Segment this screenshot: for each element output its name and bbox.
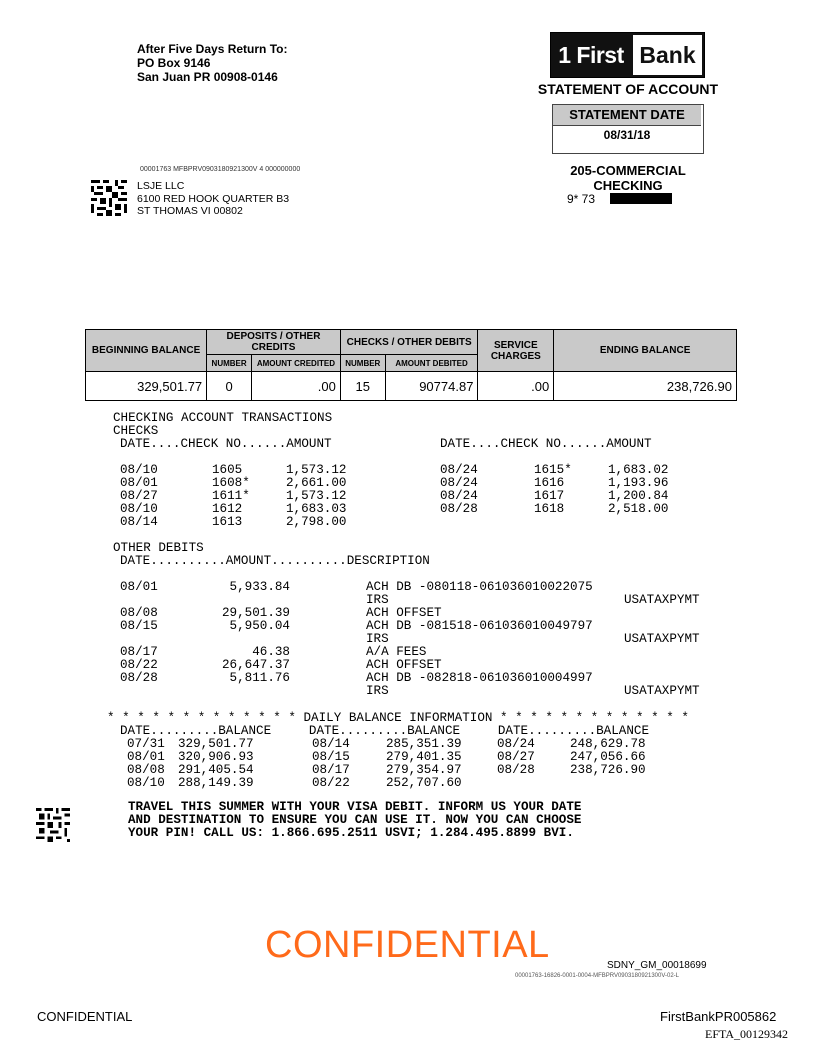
check-amount: 2,798.00 [286,515,347,529]
daily-balance: 238,726.90 [570,763,646,777]
debit-date: 08/22 [120,658,158,672]
deposits-number-value: 0 [207,372,252,401]
check-amount: 1,573.12 [286,489,347,503]
return-address-line: PO Box 9146 [137,56,211,70]
return-address-line: San Juan PR 00908-0146 [137,70,278,84]
check-number: 1618 [534,502,565,516]
check-amount: 1,193.96 [608,476,669,490]
header-checks: CHECKS / OTHER DEBITS [340,330,478,355]
daily-balance: 252,707.60 [386,776,462,790]
daily-balance: 279,401.35 [386,750,462,764]
sdny-small-text: 00001763-16826-0001-0004-MFBPRV0903180921300V-02-L [515,973,680,979]
debit-description: ACH OFFSET [366,658,442,672]
logo-bank: Bank [631,33,704,77]
account-number: 9* 73 [567,192,596,206]
daily-balance: 279,354.97 [386,763,462,777]
logo-first: 1 First [551,33,631,77]
daily-date: 07/31 [127,737,165,751]
check-number: 1612 [212,502,243,516]
check-number: 1615* [534,463,572,477]
efta-number: EFTA_00129342 [705,1027,789,1041]
check-date: 08/10 [120,463,158,477]
daily-balance: 320,906.93 [178,750,254,764]
daily-balance-title: * * * * * * * * * * * * * DAILY BALANCE INFORMATION * * * * * * * * * * * * * [107,711,689,725]
check-amount: 2,518.00 [608,502,669,516]
check-date: 08/24 [440,463,478,477]
account-type: 205-COMMERCIAL CHECKING [570,163,686,193]
beginning-balance-value: 329,501.77 [86,372,207,401]
check-number: 1617 [534,489,565,503]
header-deposits-number: NUMBER [207,355,252,372]
bates-number: FirstBankPR005862 [660,1009,777,1024]
debit-tag: USATAXPYMT [624,593,700,607]
address-street: 6100 RED HOOK QUARTER B3 [137,192,290,205]
debit-description: A/A FEES [366,645,427,659]
debit-date: 08/01 [120,580,158,594]
debit-date: 08/28 [120,671,158,685]
header-amount-credited: AMOUNT CREDITED [252,355,341,372]
daily-date: 08/17 [312,763,350,777]
debit-description: ACH OFFSET [366,606,442,620]
address-city: ST THOMAS VI 00802 [137,205,243,217]
statement-date: 08/31/18 [603,128,651,142]
check-date: 08/01 [120,476,158,490]
transactions-title: CHECKING ACCOUNT TRANSACTIONS [113,411,333,425]
debit-payee: IRS [366,593,389,607]
debit-description: ACH DB -081518-061036010049797 [366,619,593,633]
debit-description: ACH DB -080118-061036010022075 [366,580,593,594]
debit-amount: 5,950.04 [229,619,290,633]
debit-amount: 46.38 [252,645,290,659]
qr-code-icon [91,180,127,216]
daily-balance: 291,405.54 [178,763,254,777]
check-date: 08/10 [120,502,158,516]
daily-balance-header: DATE.........BALANCE DATE.........BALANCE DATE.........BALANCE [120,724,650,738]
debit-date: 08/15 [120,619,158,633]
debit-amount: 5,811.76 [229,671,290,685]
debit-payee: IRS [366,684,389,698]
checks-header-left: DATE....CHECK NO......AMOUNT [120,437,332,451]
header-ending-balance: ENDING BALANCE [554,330,737,372]
check-date: 08/28 [440,502,478,516]
qr-code-icon [36,808,70,842]
sdny-label: SDNY_GM_00018699 [607,960,707,971]
daily-date: 08/15 [312,750,350,764]
check-date: 08/24 [440,489,478,503]
promo-line: TRAVEL THIS SUMMER WITH YOUR VISA DEBIT. INFORM US YOUR DATE [128,800,582,814]
check-date: 08/24 [440,476,478,490]
barcode-text: 00001763 MFBPRV0903180921300V 4 000000000 [140,166,301,173]
account-summary-table [85,329,737,401]
debit-payee: IRS [366,632,389,646]
daily-date: 08/24 [497,737,535,751]
other-debits-header: DATE..........AMOUNT..........DESCRIPTION [120,554,430,568]
return-address [137,42,287,84]
service-charges-value: .00 [478,372,554,401]
daily-date: 08/14 [312,737,350,751]
daily-balance: 285,351.39 [386,737,462,751]
check-number: 1611* [212,489,250,503]
firstbank-logo [550,32,705,78]
customer-name: LSJE LLC [137,180,185,192]
debit-amount: 5,933.84 [229,580,290,594]
check-date: 08/27 [120,489,158,503]
daily-balance: 288,149.39 [178,776,254,790]
daily-date: 08/01 [127,750,165,764]
checks-amount-value: 90774.87 [385,372,478,401]
check-amount: 1,683.02 [608,463,669,477]
daily-balance: 329,501.77 [178,737,254,751]
check-number: 1616 [534,476,565,490]
check-amount: 1,573.12 [286,463,347,477]
statement-title: STATEMENT OF ACCOUNT [537,81,719,97]
check-amount: 1,683.03 [286,502,347,516]
check-amount: 1,200.84 [608,489,669,503]
statement-date-label: STATEMENT DATE [553,105,701,126]
promo-line: YOUR PIN! CALL US: 1.866.695.2511 USVI; 1.284.495.8899 BVI. [128,826,574,840]
mailing-address [137,180,289,218]
debit-tag: USATAXPYMT [624,632,700,646]
other-debits-title: OTHER DEBITS [113,541,204,555]
daily-date: 08/27 [497,750,535,764]
return-address-line: After Five Days Return To: [137,42,288,56]
daily-date: 08/08 [127,763,165,777]
daily-date: 08/28 [497,763,535,777]
header-service-charges: SERVICE CHARGES [478,330,554,372]
check-date: 08/14 [120,515,158,529]
daily-date: 08/22 [312,776,350,790]
redaction-bar [610,193,672,204]
ending-balance-value: 238,726.90 [554,372,737,401]
header-beginning-balance: BEGINNING BALANCE [86,330,207,372]
daily-date: 08/10 [127,776,165,790]
daily-balance: 248,629.78 [570,737,646,751]
checks-title: CHECKS [113,424,159,438]
daily-balance: 247,056.66 [570,750,646,764]
deposits-amount-value: .00 [252,372,341,401]
header-checks-number: NUMBER [340,355,385,372]
confidential-stamp: CONFIDENTIAL [265,924,550,966]
promo-line: AND DESTINATION TO ENSURE YOU CAN USE IT. NOW YOU CAN CHOOSE [128,813,582,827]
confidential-label: CONFIDENTIAL [37,1009,133,1024]
debit-date: 08/17 [120,645,158,659]
header-deposits: DEPOSITS / OTHER CREDITS [207,330,341,355]
check-amount: 2,661.00 [286,476,347,490]
debit-amount: 26,647.37 [221,658,290,672]
check-number: 1608* [212,476,250,490]
checks-header-right: DATE....CHECK NO......AMOUNT [440,437,652,451]
debit-description: ACH DB -082818-061036010004997 [366,671,593,685]
header-amount-debited: AMOUNT DEBITED [385,355,478,372]
debit-tag: USATAXPYMT [624,684,700,698]
check-number: 1605 [212,463,243,477]
check-number: 1613 [212,515,243,529]
checks-number-value: 15 [340,372,385,401]
debit-amount: 29,501.39 [221,606,290,620]
debit-date: 08/08 [120,606,158,620]
